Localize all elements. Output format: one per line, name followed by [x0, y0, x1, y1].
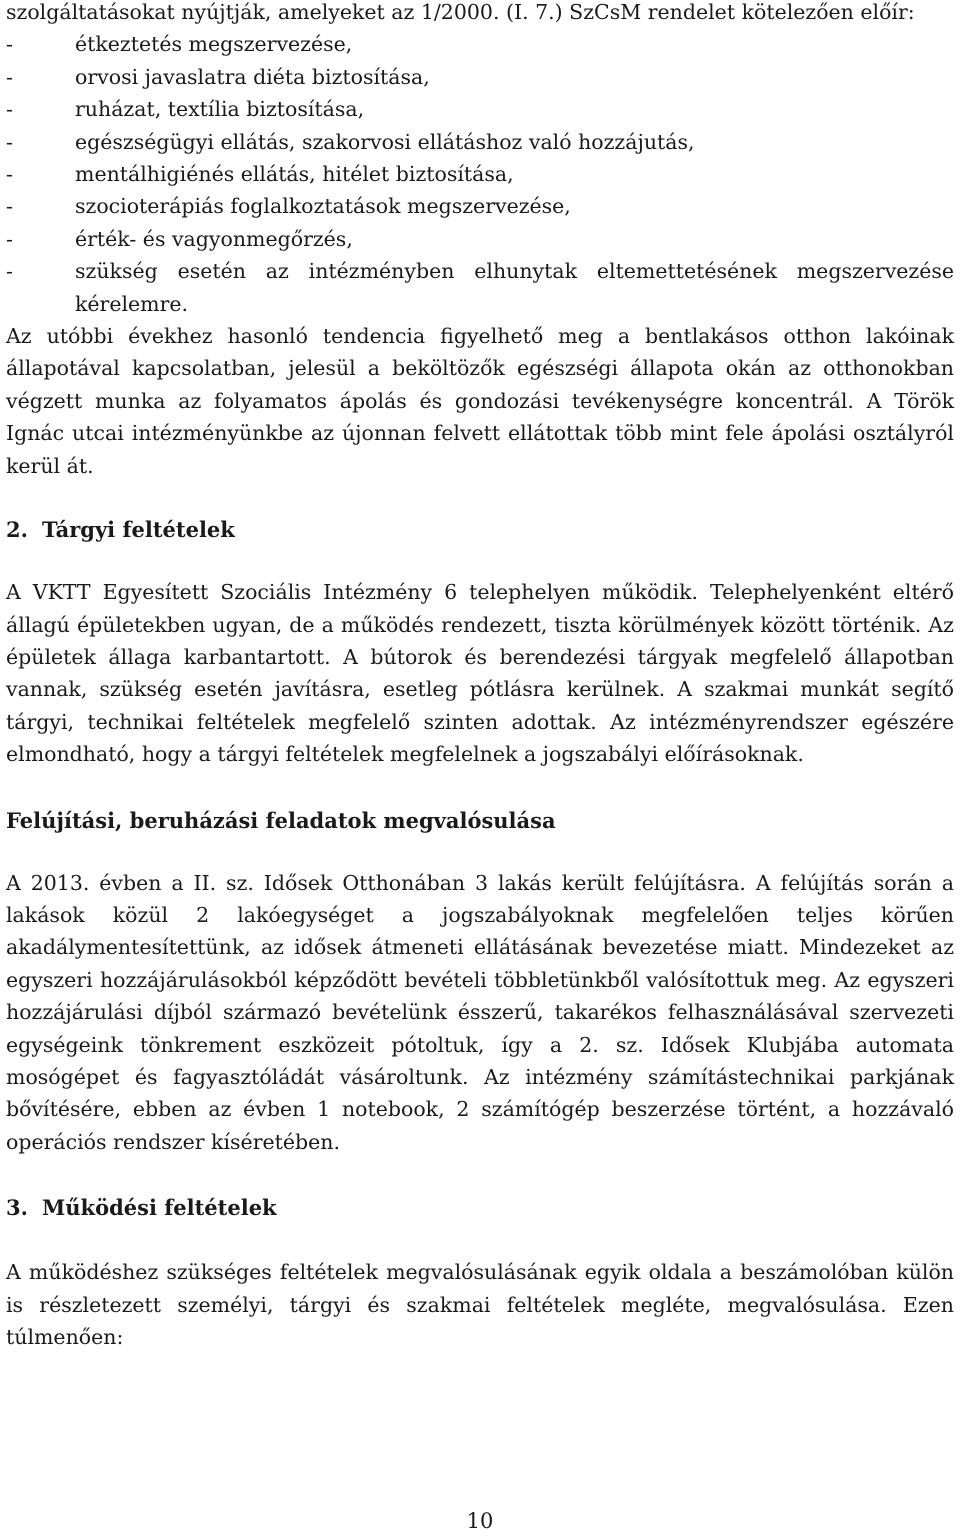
list-item-text: szükség esetén az intézményben elhunytak eltemettetésének megszervezése kérelemre.	[75, 259, 954, 316]
list-dash: -	[6, 129, 13, 154]
felujitasi-paragraph: A 2013. évben a II. sz. Idősek Otthonában 3 lakás került felújításra. A felújítás során a lakások közül 2 lakóegységet a jogszabályoknak megfelelően teljes körűen akadálymentesítettünk, az idősek átmeneti ellátásának bevezetése miatt. Mindezeket az egyszeri hozzájárulásokból képződött bevételi többletünkből valósítottuk meg. Az egyszeri hozzájárulási díjból származó bevételünk ésszerű, takarékos felhasználásával szervezeti egységeink tönkrement eszközeit pótoltuk, így a 2. sz. Idősek Klubjába automata mosógépet és fagyasztóládát vásároltunk. Az intézmény számítástechnikai parkjának bővítésére, ebben az évben 1 notebook, 2 számítógép beszerzése történt, a hozzávaló operációs rendszer kíséretében.	[6, 870, 954, 1154]
mukodesi-paragraph: A működéshez szükséges feltételek megvalósulásának egyik oldala a beszámolóban külön is részletezett személyi, tárgyi és szakmai feltételek megléte, megvalósulása. Ezen túlmenően:	[6, 1260, 954, 1349]
tendencia-paragraph: Az utóbbi évekhez hasonló tendencia figyelhető meg a bentlakásos otthon lakóinak állapotával kapcsolatban, jelesül a beköltözők egészségi állapota okán az otthonokban végzett munka az folyamatos ápolás és gondozási tevékenységre koncentrál. A Török Ignác utcai intézményünkbe az újonnan felvett ellátottak több mint fele ápolási osztályról kerül át.	[6, 324, 954, 478]
list-item	[6, 61, 954, 93]
section-number: 2.	[6, 517, 28, 543]
list-dash: -	[6, 97, 13, 122]
list-item-text: étkeztetés megszervezése,	[75, 32, 353, 57]
list-item	[6, 28, 954, 60]
section-title: Működési feltételek	[42, 1195, 277, 1221]
list-item-text: szocioterápiás foglalkoztatások megszervezése,	[75, 194, 571, 219]
page-number: 10	[466, 1509, 494, 1533]
list-item	[6, 93, 954, 125]
list-dash: -	[6, 259, 13, 284]
subsection-heading-felujitasi: Felújítási, beruházási feladatok megvalósulása	[6, 807, 556, 833]
list-item-text: mentálhigiénés ellátás, hitélet biztosítása,	[75, 162, 514, 187]
section-title: Tárgyi feltételek	[42, 517, 235, 543]
list-item-text: ruházat, textília biztosítása,	[75, 97, 365, 122]
list-item	[6, 126, 954, 158]
document-page	[6, 0, 954, 1353]
list-dash: -	[6, 226, 13, 251]
section-number: 3.	[6, 1195, 28, 1221]
targyi-paragraph: A VKTT Egyesített Szociális Intézmény 6 telephelyen működik. Telephelyenként eltérő állagú épületekben ugyan, de a működés rendezett, tiszta körülmények között történik. Az épületek állaga karbantartott. A bútorok és berendezési tárgyak megfelelő állapotban vannak, szükség esetén javításra, esetleg pótlásra kerülnek. A szakmai munkát segítő tárgyi, technikai feltételek megfelelő szinten adottak. Az intézményrendszer egészére elmondható, hogy a tárgyi feltételek megfelelnek a jogszabályi előírásoknak.	[6, 580, 954, 767]
list-dash: -	[6, 194, 13, 219]
list-dash: -	[6, 64, 13, 89]
list-item	[6, 158, 954, 190]
list-item	[6, 255, 954, 320]
intro-paragraph: szolgáltatásokat nyújtják, amelyeket az 1/2000. (I. 7.) SzCsM rendelet kötelezően előír:	[6, 0, 915, 24]
section-heading-targyi	[6, 514, 954, 546]
list-item-text: érték- és vagyonmegőrzés,	[75, 226, 353, 251]
list-item-text: egészségügyi ellátás, szakorvosi ellátáshoz való hozzájutás,	[75, 129, 695, 154]
list-item-text: orvosi javaslatra diéta biztosítása,	[75, 64, 430, 89]
service-list	[6, 28, 954, 320]
list-dash: -	[6, 32, 13, 57]
list-dash: -	[6, 162, 13, 187]
list-item	[6, 190, 954, 222]
section-heading-mukodesi	[6, 1192, 954, 1224]
list-item	[6, 223, 954, 255]
